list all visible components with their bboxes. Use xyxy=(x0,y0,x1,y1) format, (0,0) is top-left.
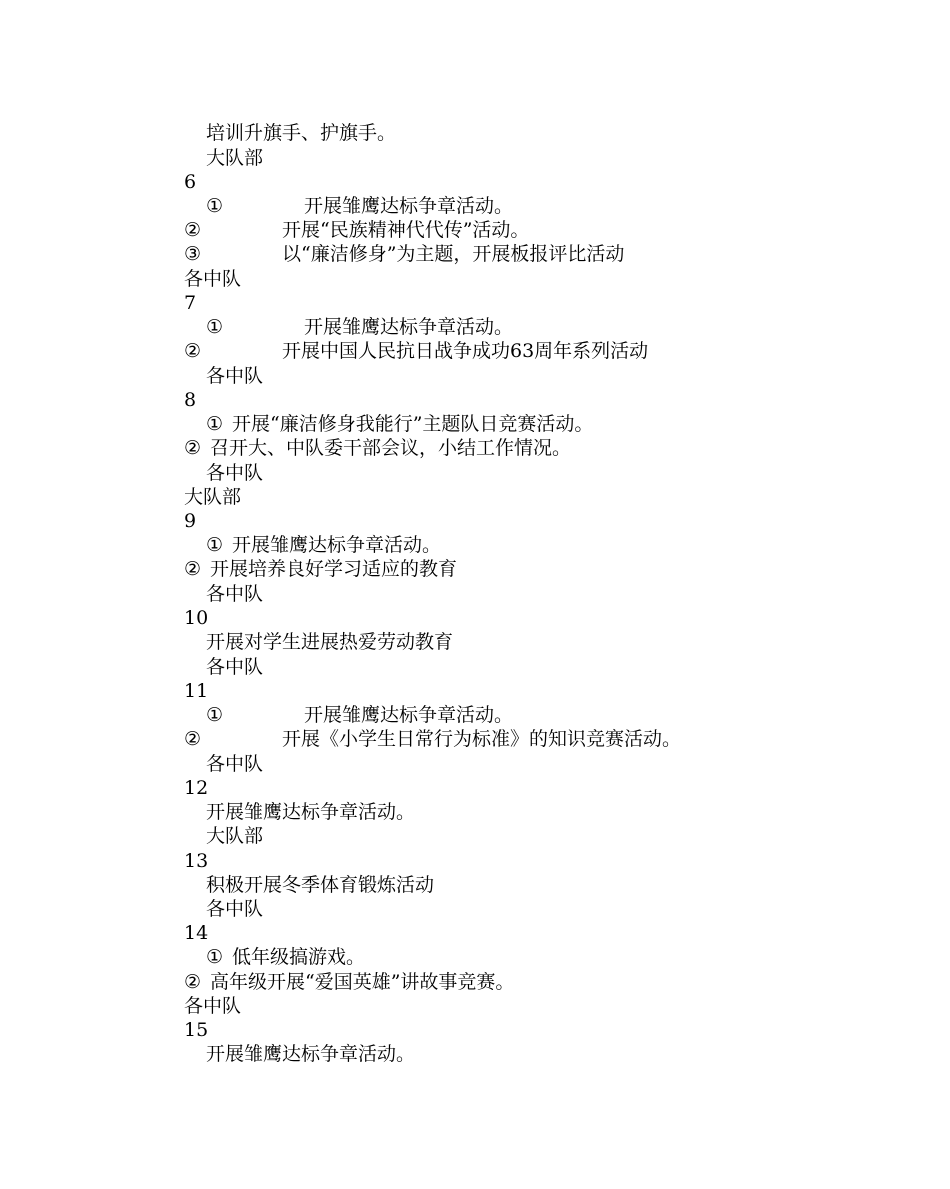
responsible-party: 大队部 xyxy=(206,147,264,169)
activity-text: 培训升旗手、护旗手。 xyxy=(206,122,397,144)
activity-item xyxy=(184,436,571,460)
activity-text: 开展雏鹰达标争章活动。 xyxy=(304,316,514,338)
activity-text: 开展培养良好学习适应的教育 xyxy=(210,558,458,580)
item-marker: ② xyxy=(184,728,202,750)
week-number: 11 xyxy=(184,680,209,702)
activity-item xyxy=(206,315,513,339)
item-marker: ① xyxy=(206,534,224,556)
responsible-party: 各中队 xyxy=(206,898,264,920)
item-marker: ③ xyxy=(184,243,202,265)
responsible-party: 各中队 xyxy=(206,583,264,605)
responsible-party: 各中队 xyxy=(206,462,264,484)
activity-text: 开展“民族精神代代传”活动。 xyxy=(282,219,530,241)
activity-item xyxy=(184,727,681,751)
activity-item xyxy=(206,703,513,727)
week-number: 9 xyxy=(184,510,197,532)
item-marker: ① xyxy=(206,316,224,338)
activity-text: 高年级开展“爱国英雄”讲故事竞赛。 xyxy=(210,971,515,993)
item-marker: ② xyxy=(184,971,202,993)
activity-item xyxy=(184,242,624,266)
week-number: 15 xyxy=(184,1019,209,1041)
item-marker: ① xyxy=(206,195,224,217)
activity-text: 开展对学生进展热爱劳动教育 xyxy=(206,631,454,653)
item-marker: ② xyxy=(184,437,202,459)
responsible-party: 大队部 xyxy=(184,486,242,508)
activity-text: 开展雏鹰达标争章活动。 xyxy=(206,801,416,823)
responsible-party: 各中队 xyxy=(206,656,264,678)
activity-item xyxy=(184,339,648,363)
activity-text: 低年级搞游戏。 xyxy=(232,946,366,968)
week-number: 8 xyxy=(184,389,197,411)
activity-item xyxy=(206,194,513,218)
week-number: 14 xyxy=(184,922,209,944)
activity-text: 开展中国人民抗日战争成功63周年系列活动 xyxy=(282,340,649,362)
week-number: 13 xyxy=(184,850,209,872)
week-number: 6 xyxy=(184,171,197,193)
activity-text: 开展“廉洁修身我能行”主题队日竞赛活动。 xyxy=(232,413,594,435)
item-marker: ① xyxy=(206,704,224,726)
week-number: 7 xyxy=(184,292,197,314)
responsible-party: 大队部 xyxy=(206,825,264,847)
activity-item xyxy=(206,945,365,969)
responsible-party: 各中队 xyxy=(184,268,242,290)
week-number: 12 xyxy=(184,777,209,799)
week-number: 10 xyxy=(184,607,209,629)
activity-text: 开展雏鹰达标争章活动。 xyxy=(206,1043,416,1065)
responsible-party: 各中队 xyxy=(206,753,264,775)
activity-item xyxy=(206,533,441,557)
item-marker: ① xyxy=(206,413,224,435)
item-marker: ② xyxy=(184,340,202,362)
activity-text: 召开大、中队委干部会议，小结工作情况。 xyxy=(210,437,572,459)
responsible-party: 各中队 xyxy=(206,365,264,387)
activity-text: 以“廉洁修身”为主题，开展板报评比活动 xyxy=(282,243,625,265)
activity-text: 开展《小学生日常行为标准》的知识竞赛活动。 xyxy=(282,728,682,750)
activity-item xyxy=(206,412,593,436)
responsible-party: 各中队 xyxy=(184,995,242,1017)
activity-item xyxy=(184,218,529,242)
item-marker: ① xyxy=(206,946,224,968)
activity-text: 开展雏鹰达标争章活动。 xyxy=(304,704,514,726)
activity-item xyxy=(184,970,514,994)
item-marker: ② xyxy=(184,219,202,241)
activity-text: 开展雏鹰达标争章活动。 xyxy=(304,195,514,217)
activity-text: 开展雏鹰达标争章活动。 xyxy=(232,534,442,556)
item-marker: ② xyxy=(184,558,202,580)
activity-text: 积极开展冬季体育锻炼活动 xyxy=(206,874,435,896)
activity-item xyxy=(184,557,457,581)
